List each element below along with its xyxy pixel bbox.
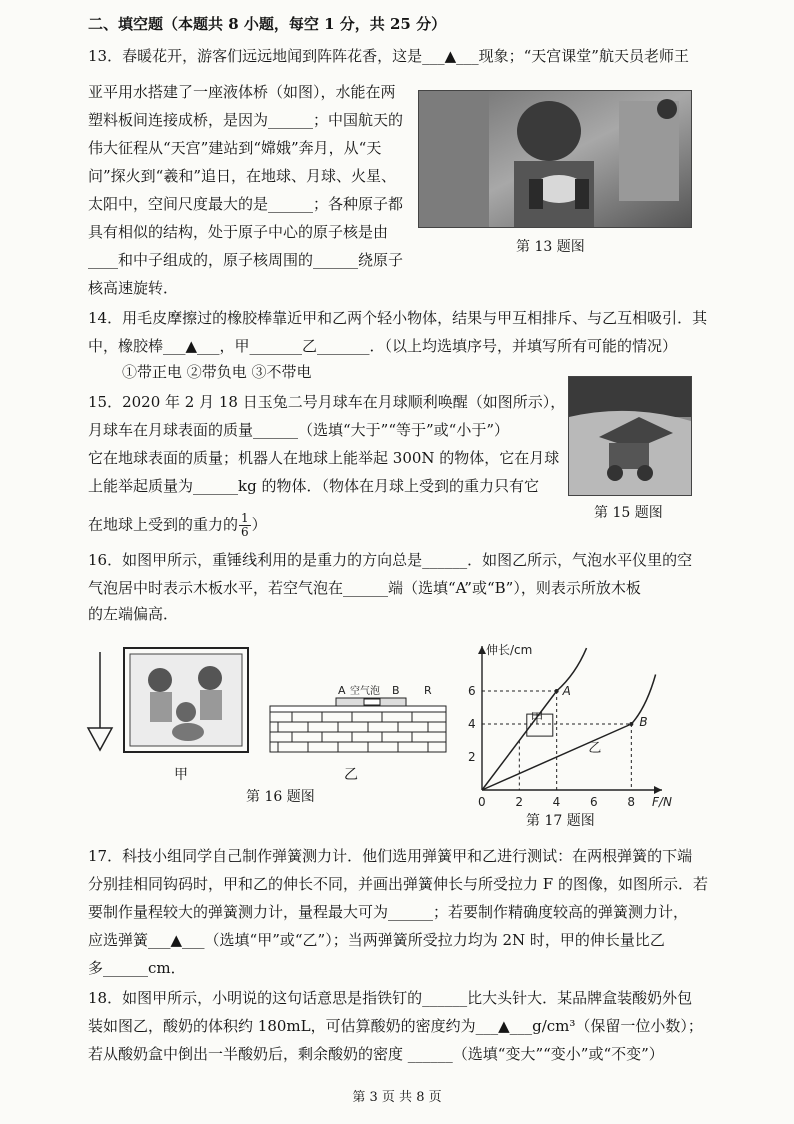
x-tick-label: 8: [627, 795, 635, 809]
q16-label-yi: 乙: [344, 767, 358, 783]
q17-line-3: 要制作量程较大的弹簧测力计，量程最大可为______；若要制作精确度较高的弹簧测力计，: [88, 903, 689, 921]
x-tick-label: 6: [590, 795, 598, 809]
y-tick-label: 4: [468, 717, 476, 731]
q16-caption: 第 16 题图: [246, 789, 315, 805]
fraction-denominator: 6: [241, 525, 249, 539]
q13-line-7: 具有相似的结构，处于原子中心的原子核是由: [88, 223, 389, 241]
q17-line-2: 分别挂相同钩码时，甲和乙的伸长不同，并画出弹簧伸长与所受拉力 F 的图像，如图所示．若: [88, 875, 708, 893]
section-title: 二、填空题（本题共 8 小题，每空 1 分，共 25 分）: [88, 15, 447, 33]
level-label-a: A: [338, 684, 346, 697]
q13-line-2: 亚平用水搭建了一座液体桥（如图），水能在两: [88, 83, 396, 101]
q17-line-5: 多______cm．: [88, 959, 186, 977]
series-line-jia: [482, 691, 557, 790]
x-tick-label: 4: [552, 795, 561, 809]
q15-fraction: [239, 512, 251, 539]
q15-photo-lunar-rover: [568, 376, 692, 496]
q15-line-4: 上能举起质量为______kg 的物体．（物体在月球上受到的重力只有它: [88, 477, 539, 495]
x-axis-label: F/N: [652, 795, 672, 809]
q13-line-4: 伟大征程从“天宫”建站到“嫦娥”奔月，从“天: [88, 139, 382, 157]
x-axis-arrow: [654, 786, 662, 794]
level-label-bubble: 空气泡: [350, 686, 380, 697]
q18-line-3: 若从酸奶盒中倒出一半酸奶后，剩余酸奶的密度 ______（选填“变大”“变小”或“不变”）: [88, 1045, 664, 1063]
q17-line-1: 17．科技小组同学自己制作弹簧测力计．他们选用弹簧甲和乙进行测试：在两根弹簧的下端: [88, 847, 693, 865]
q13-line-3: 塑料板间连接成桥，是因为______；中国航天的: [88, 111, 404, 129]
q13-caption: 第 13 题图: [516, 239, 585, 255]
q13-photo-liquid-bridge: [418, 90, 692, 228]
q14-line-1: 14．用毛皮摩擦过的橡胶棒靠近甲和乙两个轻小物体，结果与甲互相排斥、与乙互相吸引．其: [88, 309, 708, 327]
level-label-b: B: [392, 684, 400, 697]
x-tick-label: 2: [515, 795, 523, 809]
q16-line-1: 16．如图甲所示，重锤线利用的是重力的方向总是______．如图乙所示，气泡水平仪里的空: [88, 551, 693, 569]
q15-line-5-end: ）: [251, 515, 267, 534]
y-tick-label: 6: [468, 684, 476, 698]
q13-line-1: 13．春暖花开，游客们远远地闻到阵阵花香，这是___▲___现象；“天宫课堂”航天员老师王: [88, 47, 689, 65]
y-axis-label: 伸长/cm: [486, 643, 533, 657]
q15-line-1: 15．2020 年 2 月 18 日玉兔二号月球车在月球顺利唤醒（如图所示），: [88, 393, 566, 411]
q16-line-2: 气泡居中时表示木板水平，若空气泡在______端（选填“A”或“B”），则表示所放木板: [88, 579, 641, 597]
q15-line-3: 它在地球表面的质量；机器人在地球上能举起 300N 的物体，它在月球: [88, 449, 560, 467]
brick-wall: [270, 712, 446, 752]
q16-figure-bubble-level: [264, 680, 454, 756]
q13-line-6: 太阳中，空间尺度最大的是______；各种原子都: [88, 195, 404, 213]
q18-line-2: 装如图乙，酸奶的体积约 180mL，可估算酸奶的密度约为___▲___g/cm³（保留一位小数）；: [88, 1017, 703, 1035]
x-tick-label: 0: [478, 795, 486, 809]
fraction-numerator: 1: [241, 511, 249, 525]
series-tail-jia: [557, 648, 587, 691]
q16-label-jia: 甲: [174, 767, 188, 783]
q15-caption: 第 15 题图: [594, 505, 663, 521]
q13-line-9: 核高速旋转．: [88, 279, 179, 297]
y-axis-arrow: [478, 646, 486, 654]
q15-line-5: [88, 512, 267, 539]
series-label-jia: 甲: [530, 711, 544, 727]
q16-figure-plumb-line: [84, 640, 264, 760]
q17-line-4: 应选弹簧___▲___（选填“甲”或“乙”）；当两弹簧所受拉力均为 2N 时，甲的伸长量比乙: [88, 931, 665, 949]
level-label-r: R: [424, 684, 432, 697]
q16-line-3: 的左端偏高．: [88, 605, 179, 623]
point-b: [629, 722, 633, 726]
q14-line-2: 中，橡胶棒___▲___，甲_______乙_______．（以上均选填序号，并填写所有可能的情况）: [88, 337, 678, 355]
q18-line-1: 18．如图甲所示，小明说的这句话意思是指铁钉的______比大头针大．某品牌盒装酸奶外包: [88, 989, 693, 1007]
q14-options: ①带正电 ②带负电 ③不带电: [122, 363, 312, 381]
series-label-yi: 乙: [588, 741, 602, 757]
annotation-b: B: [639, 715, 648, 729]
page-footer: 第 3 页 共 8 页: [352, 1090, 442, 1105]
q13-line-8: ____和中子组成的，原子核周围的______绕原子: [88, 251, 404, 269]
q17-caption: 第 17 题图: [526, 813, 595, 829]
y-tick-label: 2: [468, 750, 476, 764]
q13-line-5: 问”探火到“羲和”追日，在地球、月球、火星、: [88, 167, 397, 185]
q17-spring-chart: [460, 634, 680, 810]
q15-line-2: 月球车在月球表面的质量______（选填“大于”“等于”或“小于”）: [88, 421, 510, 439]
annotation-a: A: [562, 684, 571, 698]
point-a: [555, 689, 559, 693]
q15-line-5-text: 在地球上受到的重力的: [88, 515, 239, 534]
